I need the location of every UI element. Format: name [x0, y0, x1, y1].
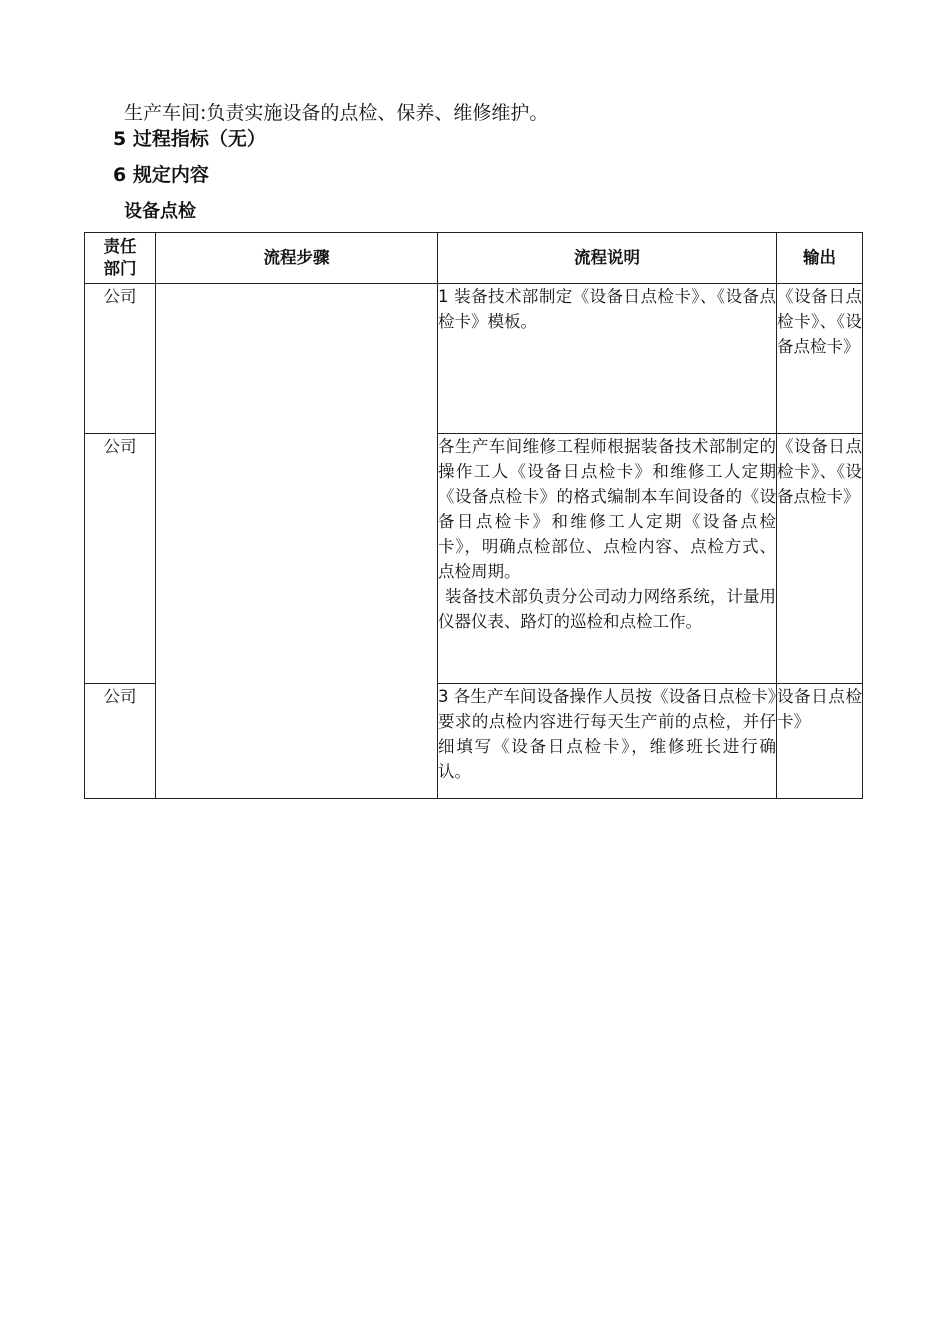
description-cell: 1 装备技术部制定《设备日点检卡》、《设备点检卡》模板。 — [438, 284, 777, 434]
header-output: 输出 — [777, 233, 863, 284]
dept-cell: 公司 — [85, 434, 156, 684]
output-cell: 设备日点检卡》 — [777, 684, 863, 799]
table-row — [85, 284, 863, 434]
header-steps: 流程步骤 — [156, 233, 438, 284]
process-table — [84, 232, 863, 799]
dept-cell: 公司 — [85, 684, 156, 799]
description-cell: 各生产车间维修工程师根据装备技术部制定的操作工人《设备日点检卡》和维修工人定期《设备点检卡》的格式编制本车间设备的《设备日点检卡》和维修工人定期《设备点检卡》，明确点检部位、点检内容、点检方式、点检周期。 装备技术部负责分公司动力网络系统，计量用仪器仪表、路灯的巡检和点检工作。 — [438, 434, 777, 684]
output-cell: 《设备日点检卡》、《设备点检卡》 — [777, 284, 863, 434]
section-5-heading: 5 过程指标（无） — [113, 128, 266, 150]
header-dept: 责任部门 — [85, 233, 156, 284]
dept-cell: 公司 — [85, 284, 156, 434]
output-cell: 《设备日点检卡》、《设备点检卡》 — [777, 434, 863, 684]
header-description: 流程说明 — [438, 233, 777, 284]
subsection-heading: 设备点检 — [124, 201, 196, 222]
responsibility-line: 生产车间:负责实施设备的点检、保养、维修维护。 — [124, 102, 549, 124]
section-6-heading: 6 规定内容 — [113, 164, 209, 186]
flow-steps-cell — [156, 284, 438, 799]
description-cell: 3 各生产车间设备操作人员按《设备日点检卡》要求的点检内容进行每天生产前的点检，并仔细填写《设备日点检卡》，维修班长进行确认。 — [438, 684, 777, 799]
table-header-row — [85, 233, 863, 284]
